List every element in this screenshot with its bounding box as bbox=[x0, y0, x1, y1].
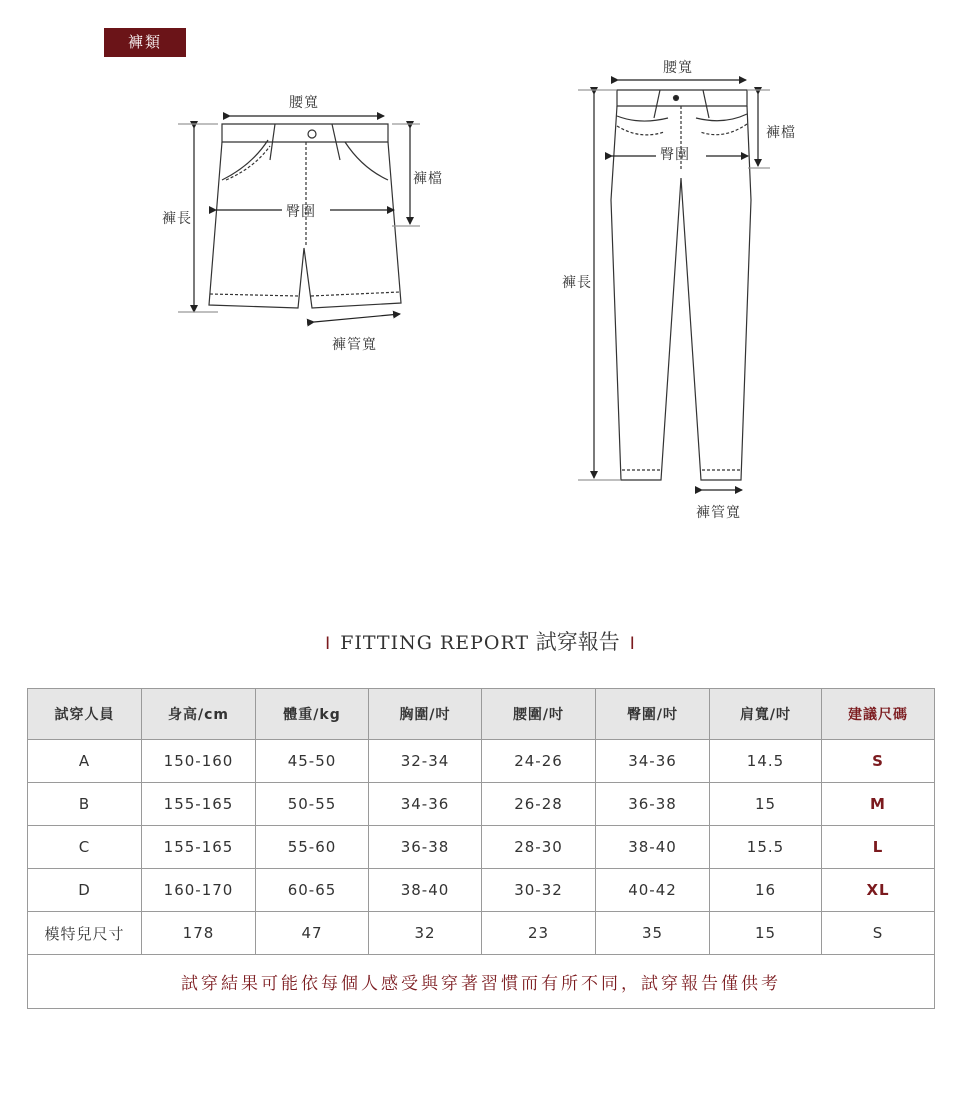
cell-hip: 36-38 bbox=[596, 783, 710, 826]
header-shoulder: 肩寬/吋 bbox=[710, 689, 822, 740]
cell-height: 150-160 bbox=[142, 740, 256, 783]
pants-rise-label: 褲檔 bbox=[766, 125, 796, 141]
cell-hip: 35 bbox=[596, 912, 710, 955]
table-row bbox=[28, 740, 935, 783]
cell-chest: 32 bbox=[369, 912, 482, 955]
pants-hip-label: 臀圍 bbox=[660, 147, 690, 163]
cell-weight: 60-65 bbox=[256, 869, 369, 912]
cell-hip: 34-36 bbox=[596, 740, 710, 783]
pants-waist-label: 腰寬 bbox=[663, 60, 693, 76]
cell-chest: 36-38 bbox=[369, 826, 482, 869]
cell-tester: D bbox=[28, 869, 142, 912]
fitting-report-title bbox=[0, 626, 960, 656]
cell-suggested-size: XL bbox=[822, 869, 935, 912]
cell-chest: 32-34 bbox=[369, 740, 482, 783]
shorts-hem-label: 褲管寬 bbox=[332, 337, 377, 353]
cell-chest: 38-40 bbox=[369, 869, 482, 912]
shorts-length-label: 褲長 bbox=[162, 211, 192, 227]
header-hip: 臀圍/吋 bbox=[596, 689, 710, 740]
pants-length-label: 褲長 bbox=[562, 275, 592, 291]
header-suggested-size: 建議尺碼 bbox=[822, 689, 935, 740]
cell-shoulder: 15.5 bbox=[710, 826, 822, 869]
cell-weight: 55-60 bbox=[256, 826, 369, 869]
cell-suggested-size: S bbox=[822, 912, 935, 955]
cell-weight: 50-55 bbox=[256, 783, 369, 826]
title-chinese: 試穿報告 bbox=[535, 630, 620, 654]
cell-suggested-size: S bbox=[822, 740, 935, 783]
shorts-rise-label: 褲檔 bbox=[413, 171, 443, 187]
cell-shoulder: 15 bbox=[710, 783, 822, 826]
shorts-waist-label: 腰寬 bbox=[289, 95, 319, 111]
table-row bbox=[28, 869, 935, 912]
header-waist: 腰圍/吋 bbox=[482, 689, 596, 740]
cell-waist: 28-30 bbox=[482, 826, 596, 869]
header-tester: 試穿人員 bbox=[28, 689, 142, 740]
cell-shoulder: 14.5 bbox=[710, 740, 822, 783]
table-row bbox=[28, 912, 935, 955]
cell-tester: B bbox=[28, 783, 142, 826]
cell-chest: 34-36 bbox=[369, 783, 482, 826]
table-header-row bbox=[28, 689, 935, 740]
cell-shoulder: 16 bbox=[710, 869, 822, 912]
cell-height: 155-165 bbox=[142, 826, 256, 869]
cell-suggested-size: M bbox=[822, 783, 935, 826]
cell-weight: 47 bbox=[256, 912, 369, 955]
category-badge: 褲類 bbox=[104, 28, 186, 57]
cell-tester: C bbox=[28, 826, 142, 869]
title-bar-left: I bbox=[325, 634, 331, 654]
cell-tester: A bbox=[28, 740, 142, 783]
cell-height: 160-170 bbox=[142, 869, 256, 912]
title-bar-right: I bbox=[629, 634, 635, 654]
header-height: 身高/cm bbox=[142, 689, 256, 740]
cell-tester: 模特兒尺寸 bbox=[28, 912, 142, 955]
shorts-hip-label: 臀圍 bbox=[286, 204, 316, 220]
cell-waist: 26-28 bbox=[482, 783, 596, 826]
pants-hem-label: 褲管寬 bbox=[696, 505, 741, 521]
cell-waist: 24-26 bbox=[482, 740, 596, 783]
cell-hip: 40-42 bbox=[596, 869, 710, 912]
cell-waist: 23 bbox=[482, 912, 596, 955]
table-row bbox=[28, 783, 935, 826]
header-chest: 胸圍/吋 bbox=[369, 689, 482, 740]
cell-hip: 38-40 bbox=[596, 826, 710, 869]
fitting-report-table bbox=[27, 688, 935, 1009]
cell-height: 155-165 bbox=[142, 783, 256, 826]
cell-shoulder: 15 bbox=[710, 912, 822, 955]
cell-waist: 30-32 bbox=[482, 869, 596, 912]
table-row bbox=[28, 826, 935, 869]
cell-height: 178 bbox=[142, 912, 256, 955]
cell-weight: 45-50 bbox=[256, 740, 369, 783]
title-english: FITTING REPORT bbox=[340, 632, 530, 654]
table-note-row bbox=[28, 955, 935, 1009]
cell-suggested-size: L bbox=[822, 826, 935, 869]
header-weight: 體重/kg bbox=[256, 689, 369, 740]
fitting-note: 試穿結果可能依每個人感受與穿著習慣而有所不同，試穿報告僅供考 bbox=[28, 955, 935, 1009]
